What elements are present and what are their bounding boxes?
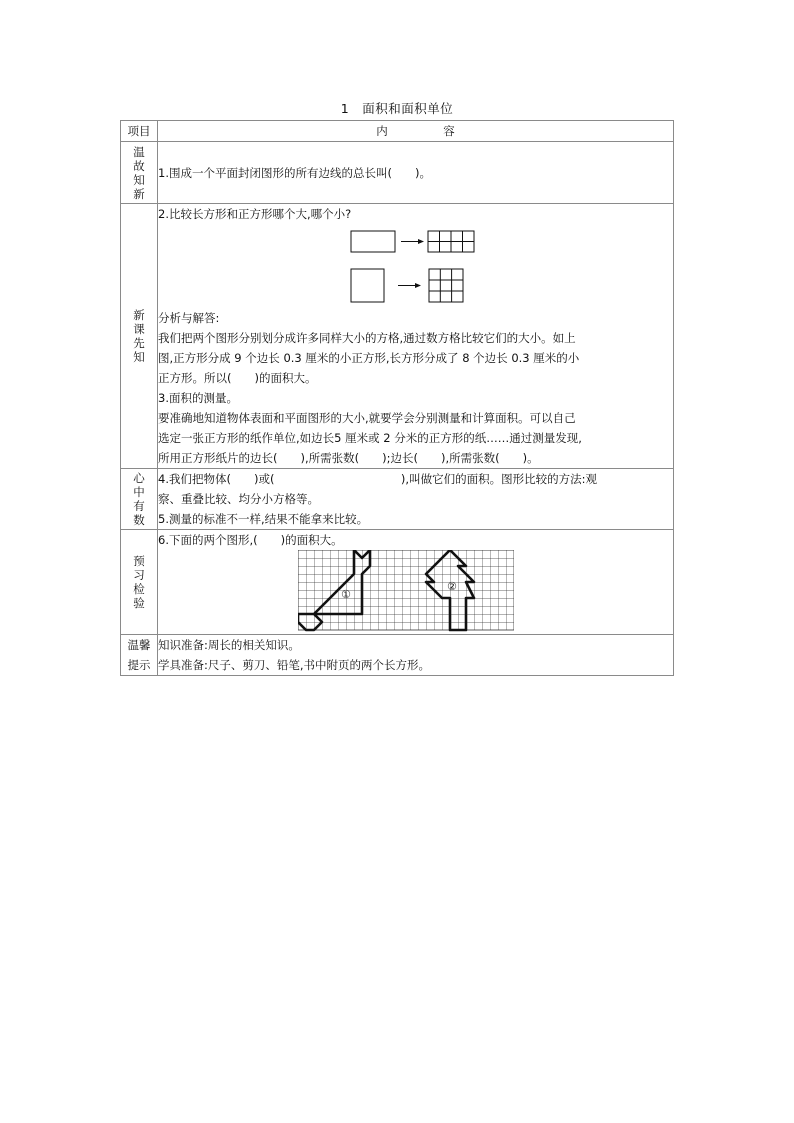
label-char: 预 xyxy=(133,554,145,568)
preview-check-row xyxy=(121,530,674,635)
analysis-line: 正方形。所以( )的面积大。 xyxy=(158,371,317,385)
tip-tools: 学具准备:尺子、剪刀、铅笔,书中附页的两个长方形。 xyxy=(158,658,431,672)
label-char: 新 xyxy=(133,308,145,322)
question-2: 2.比较长方形和正方形哪个大,哪个小? xyxy=(158,207,352,221)
measurement-line: 所用正方形纸片的边长( ),所需张数( );边长( ),所需张数( )。 xyxy=(158,451,539,465)
rectangle-grid xyxy=(428,231,474,252)
label-char: 知 xyxy=(133,172,145,187)
review-content xyxy=(158,142,674,204)
question-3: 3.面积的测量。 xyxy=(158,391,238,405)
label-char: 先 xyxy=(133,336,145,350)
tips-row xyxy=(121,635,674,676)
preview-check-content xyxy=(158,530,674,635)
preview-check-label xyxy=(121,530,158,635)
question-1: 1.围成一个平面封闭图形的所有边线的总长叫( )。 xyxy=(158,165,431,180)
label-char: 习 xyxy=(133,568,145,582)
label-char: 中 xyxy=(133,485,145,499)
new-knowledge-label xyxy=(121,204,158,469)
measurement-line: 选定一张正方形的纸作单位,如边长5 厘米或 2 分米的正方形的纸……通过测量发现, xyxy=(158,431,582,445)
question-6: 6.下面的两个图形,( )的面积大。 xyxy=(158,533,343,547)
review-row xyxy=(121,142,674,204)
question-5: 5.测量的标准不一样,结果不能拿来比较。 xyxy=(158,512,369,526)
review-label xyxy=(121,142,158,204)
new-knowledge-content xyxy=(158,204,674,469)
question-4: 4.我们把物体( )或( ),叫做它们的面积。图形比较的方法:观 xyxy=(158,472,597,486)
shape-1-label: ① xyxy=(341,588,351,601)
label-line: 提示 xyxy=(127,658,151,672)
square-grid xyxy=(429,269,463,302)
question-4-cont: 察、重叠比较、均分小方格等。 xyxy=(158,492,319,506)
label-line: 温馨 xyxy=(127,638,151,652)
label-char: 数 xyxy=(133,513,145,527)
label-char: 心 xyxy=(133,471,145,485)
rectangle-comparison-figure xyxy=(298,224,498,308)
header-content: 内 容 xyxy=(158,121,674,142)
arrow-head-icon xyxy=(418,239,424,244)
label-char: 温 xyxy=(133,144,145,159)
tips-label xyxy=(121,635,158,676)
label-char: 课 xyxy=(133,322,145,336)
key-points-row xyxy=(121,469,674,530)
header-item: 项目 xyxy=(121,121,158,142)
analysis-line: 图,正方形分成 9 个边长 0.3 厘米的小正方形,长方形分成了 8 个边长 0.3 厘米的小 xyxy=(158,351,580,365)
label-char: 检 xyxy=(133,582,145,596)
analysis-title: 分析与解答: xyxy=(158,311,220,325)
new-knowledge-row xyxy=(121,204,674,469)
grid-figure xyxy=(298,550,514,634)
worksheet-table xyxy=(120,120,674,676)
rectangle-shape xyxy=(351,231,395,252)
grid-figure-wrap xyxy=(158,550,673,634)
label-char: 知 xyxy=(133,350,145,364)
shape-2-label: ② xyxy=(447,580,457,593)
comparison-figures xyxy=(158,224,673,308)
tip-knowledge: 知识准备:周长的相关知识。 xyxy=(158,638,300,652)
label-char: 有 xyxy=(133,499,145,513)
analysis-line: 我们把两个图形分别划分成许多同样大小的方格,通过数方格比较它们的大小。如上 xyxy=(158,331,576,345)
label-char: 故 xyxy=(133,158,145,173)
tips-content xyxy=(158,635,674,676)
measurement-line: 要准确地知道物体表面和平面图形的大小,就要学会分别测量和计算面积。可以自己 xyxy=(158,411,576,425)
label-char: 验 xyxy=(133,596,145,610)
label-char: 新 xyxy=(133,186,145,201)
key-points-label xyxy=(121,469,158,530)
page-title: 1 面积和面积单位 xyxy=(340,101,454,116)
square-shape xyxy=(351,269,384,302)
arrow-head-icon xyxy=(415,283,421,288)
key-points-content xyxy=(158,469,674,530)
header-row xyxy=(121,121,674,142)
